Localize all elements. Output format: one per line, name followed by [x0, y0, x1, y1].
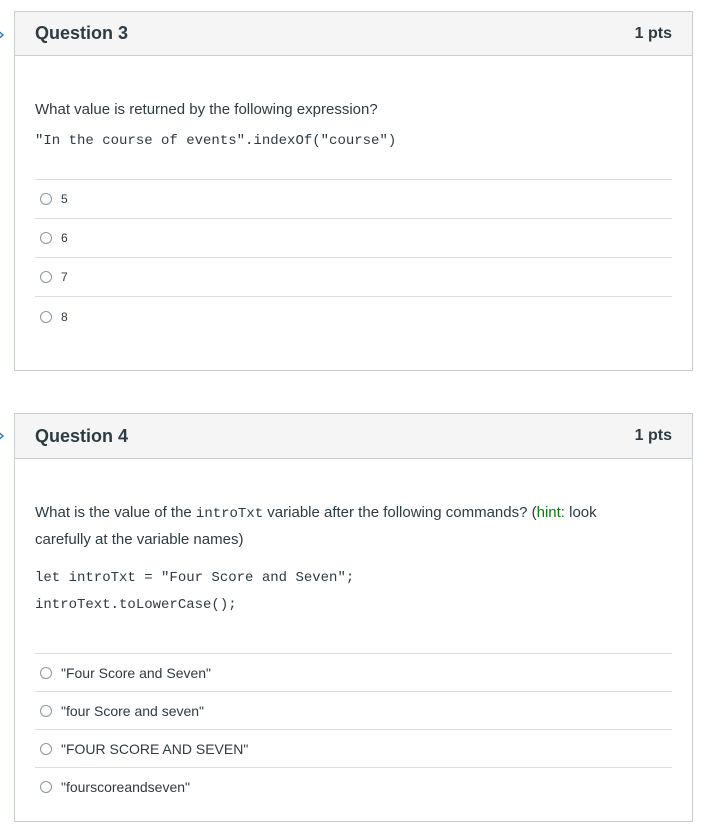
code-line: let introTxt = "Four Score and Seven"; — [35, 570, 355, 586]
question-title: Question 4 — [35, 425, 129, 446]
question-body — [15, 500, 692, 806]
answer-label: "FOUR SCORE AND SEVEN" — [61, 740, 249, 757]
answer-option[interactable] — [35, 730, 672, 768]
prompt-code: introTxt — [195, 506, 264, 522]
answer-label: "fourscoreandseven" — [61, 779, 191, 795]
answer-option[interactable] — [35, 654, 672, 692]
radio-button[interactable] — [40, 781, 52, 793]
question-title: Question 3 — [35, 23, 129, 43]
answer-option[interactable] — [35, 258, 672, 297]
code-line: "In the course of events".indexOf("course") — [35, 133, 397, 149]
answer-list — [35, 653, 672, 806]
question-points: 1 pts — [634, 24, 672, 42]
answer-option[interactable] — [35, 768, 672, 806]
radio-button[interactable] — [40, 667, 52, 679]
answer-label: 6 — [61, 231, 68, 245]
answer-option[interactable] — [35, 180, 672, 219]
question-3 — [14, 11, 693, 371]
question-header — [15, 12, 692, 56]
question-header — [15, 414, 692, 459]
question-body — [15, 97, 692, 336]
radio-button[interactable] — [40, 193, 52, 205]
radio-button[interactable] — [40, 705, 52, 717]
question-prompt — [35, 500, 655, 553]
radio-button[interactable] — [40, 271, 52, 283]
answer-label: "Four Score and Seven" — [61, 664, 212, 681]
answer-label: 7 — [61, 270, 68, 284]
question-4 — [14, 413, 693, 822]
flag-question-3-icon[interactable] — [0, 28, 6, 40]
answer-option[interactable] — [35, 219, 672, 258]
question-points: 1 pts — [634, 427, 672, 444]
radio-button[interactable] — [40, 232, 52, 244]
hint-label: hint: — [536, 504, 565, 521]
prompt-text: variable after the following commands? ( — [263, 504, 537, 521]
answer-option[interactable] — [35, 692, 672, 730]
code-line: introText.toLowerCase(); — [35, 597, 237, 613]
answer-label: 5 — [61, 192, 68, 206]
prompt-text: What is the value of the — [35, 504, 196, 521]
answer-label: 8 — [61, 309, 68, 324]
prompt-text: look carefully at the variable names) — [35, 504, 597, 548]
answer-option[interactable] — [35, 297, 672, 336]
radio-button[interactable] — [40, 311, 52, 323]
answer-list — [35, 179, 672, 336]
flag-question-4-icon[interactable] — [0, 429, 6, 441]
radio-button[interactable] — [40, 743, 52, 755]
question-prompt: What value is returned by the following expression? — [35, 101, 378, 118]
answer-label: "four Score and seven" — [61, 702, 205, 719]
